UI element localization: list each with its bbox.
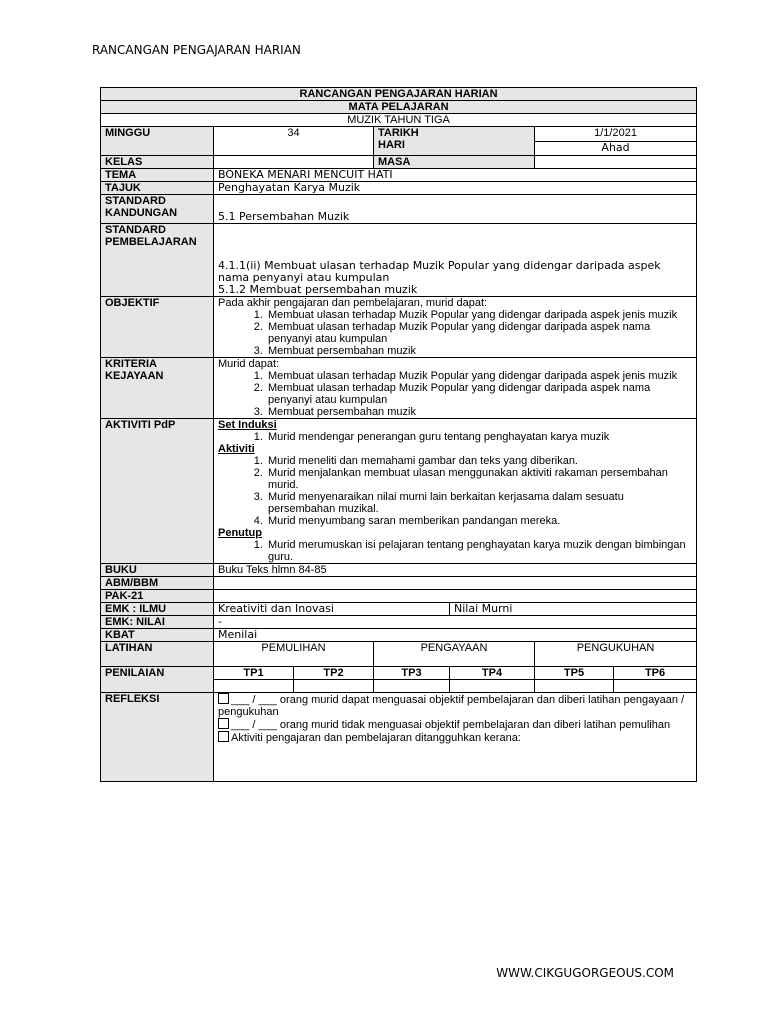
sk-label-2: KANDUNGAN: [105, 207, 178, 219]
tp1-header: TP1: [214, 667, 294, 680]
kriteria-label-1: KRITERIA: [105, 358, 157, 370]
objektif-label: OBJEKTIF: [101, 297, 214, 358]
tajuk-label: TAJUK: [101, 182, 214, 195]
buku-label: BUKU: [101, 564, 214, 577]
latihan-pengayaan: PENGAYAAN: [374, 642, 535, 667]
list-item: 1. Murid merumuskan isi pelajaran tentang penghayatan karya muzik dengan bimbingan guru.: [266, 539, 692, 563]
list-item: 1. Murid meneliti dan memahami gambar dan teks yang diberikan.: [266, 455, 692, 467]
tp1-cell[interactable]: [214, 680, 294, 693]
checkbox-icon[interactable]: [218, 693, 229, 704]
abm-value: [214, 577, 697, 590]
sp-label-2: PEMBELAJARAN: [105, 236, 197, 248]
checkbox-icon[interactable]: [218, 731, 229, 742]
list-item: 3. Murid menyenaraikan nilai murni lain berkaitan kerjasama dalam sesuatu persembahan muzikal.: [266, 491, 692, 515]
list-item: 3. Membuat persembahan muzik: [266, 406, 692, 418]
refleksi-text-3: Aktiviti pengajaran dan pembelajaran ditangguhkan kerana:: [231, 732, 521, 744]
standard-kandungan-value: 5.1 Persembahan Muzik: [214, 195, 697, 224]
aktiviti-content: [214, 419, 697, 564]
buku-value: Buku Teks hlmn 84-85: [214, 564, 697, 577]
tp3-cell[interactable]: [374, 680, 450, 693]
hari-value: Ahad: [535, 141, 697, 156]
emk-nilai-label: EMK: NILAI: [101, 616, 214, 629]
tajuk-value: Penghayatan Karya Muzik: [214, 182, 697, 195]
tarikh-value: 1/1/2021: [535, 127, 697, 142]
refleksi-text-1: ___ / ___ orang murid dapat menguasai objektif pembelajaran dan diberi latihan pengayaan / pengukuhan: [218, 694, 685, 718]
refleksi-line-3: [218, 731, 692, 744]
latihan-pemulihan: PEMULIHAN: [214, 642, 374, 667]
sp-line-1: 4.1.1(ii) Membuat ulasan terhadap Muzik Popular yang didengar daripada aspek nama penyanyi atau kumpulan: [218, 259, 661, 284]
sk-label-1: STANDARD: [105, 195, 166, 207]
masa-value: [535, 156, 697, 169]
page-header: RANCANGAN PENGAJARAN HARIAN: [92, 43, 301, 57]
list-item: 1. Murid mendengar penerangan guru tentang penghayatan karya muzik: [266, 431, 692, 443]
tp3-header: TP3: [374, 667, 450, 680]
tema-label: TEMA: [101, 169, 214, 182]
list-item: 2. Murid menjalankan membuat ulasan menggunakan aktiviti rakaman persembahan murid.: [266, 467, 692, 491]
objektif-intro: Pada akhir pengajaran dan pembelajaran, murid dapat:: [218, 297, 488, 309]
tarikh-hari-label: [374, 127, 535, 156]
tp2-cell[interactable]: [294, 680, 374, 693]
minggu-label: MINGGU: [101, 127, 214, 156]
abm-label: ABM/BBM: [101, 577, 214, 590]
minggu-value: 34: [214, 127, 374, 156]
emk-ilmu-label: EMK : ILMU: [101, 603, 214, 616]
list-item: 2. Membuat ulasan terhadap Muzik Popular yang didengar daripada aspek nama penyanyi atau kumpulan: [266, 382, 692, 406]
kelas-value: [214, 156, 374, 169]
refleksi-content: [214, 693, 697, 782]
standard-pembelajaran-label: [101, 224, 214, 297]
aktiviti-label: AKTIVITI PdP: [101, 419, 214, 564]
tp5-cell[interactable]: [535, 680, 614, 693]
sp-line-2: 5.1.2 Membuat persembahan muzik: [218, 283, 418, 296]
pak21-value: [214, 590, 697, 603]
tp2-header: TP2: [294, 667, 374, 680]
tema-value: BONEKA MENARI MENCUIT HATI: [214, 169, 697, 182]
emk-nilai-value: -: [214, 616, 697, 629]
set-induksi-heading: Set Induksi: [218, 419, 277, 431]
list-item: 2. Membuat ulasan terhadap Muzik Popular yang didengar daripada aspek nama penyanyi atau kumpulan: [266, 321, 692, 345]
kriteria-content: [214, 358, 697, 419]
aktiviti-heading: Aktiviti: [218, 443, 255, 455]
kriteria-label-2: KEJAYAAN: [105, 370, 164, 382]
penilaian-label: PENILAIAN: [101, 667, 214, 693]
tp5-header: TP5: [535, 667, 614, 680]
kriteria-intro: Murid dapat:: [218, 358, 280, 370]
kbat-value: Menilai: [214, 629, 697, 642]
penutup-heading: Penutup: [218, 527, 262, 539]
plan-title: RANCANGAN PENGAJARAN HARIAN: [101, 88, 697, 101]
checkbox-icon[interactable]: [218, 718, 229, 729]
sp-label-1: STANDARD: [105, 224, 166, 236]
refleksi-line-2: [218, 718, 692, 731]
refleksi-line-1: [218, 693, 692, 718]
standard-pembelajaran-value: [214, 224, 697, 297]
list-item: 4. Murid menyumbang saran memberikan pandangan mereka.: [266, 515, 692, 527]
kriteria-label: [101, 358, 214, 419]
lesson-plan-table: [100, 87, 697, 782]
subject-label: MATA PELAJARAN: [101, 101, 697, 114]
standard-kandungan-label: [101, 195, 214, 224]
tp6-cell[interactable]: [614, 680, 697, 693]
tarikh-label: TARIKH: [378, 127, 419, 139]
list-item: 1. Membuat ulasan terhadap Muzik Popular yang didengar daripada aspek jenis muzik: [266, 370, 692, 382]
tp4-header: TP4: [450, 667, 535, 680]
hari-label: HARI: [378, 139, 405, 151]
refleksi-text-2: ___ / ___ orang murid tidak menguasai objektif pembelajaran dan diberi latihan pemulihan: [231, 719, 671, 731]
emk-ilmu-value: Kreativiti dan Inovasi: [214, 603, 450, 616]
pak21-label: PAK-21: [101, 590, 214, 603]
kelas-label: KELAS: [101, 156, 214, 169]
tp6-header: TP6: [614, 667, 697, 680]
refleksi-label: REFLEKSI: [101, 693, 214, 782]
emk-ilmu-value-2: Nilai Murni: [450, 603, 697, 616]
latihan-pengukuhan: PENGUKUHAN: [535, 642, 697, 667]
subject-value: MUZIK TAHUN TIGA: [101, 114, 697, 127]
masa-label: MASA: [374, 156, 535, 169]
objektif-content: [214, 297, 697, 358]
list-item: 3. Membuat persembahan muzik: [266, 345, 692, 357]
list-item: 1. Membuat ulasan terhadap Muzik Popular yang didengar daripada aspek jenis muzik: [266, 309, 692, 321]
kbat-label: KBAT: [101, 629, 214, 642]
footer-url[interactable]: WWW.CIKGUGORGEOUS.COM: [496, 966, 674, 980]
tp4-cell[interactable]: [450, 680, 535, 693]
latihan-label: LATIHAN: [101, 642, 214, 667]
